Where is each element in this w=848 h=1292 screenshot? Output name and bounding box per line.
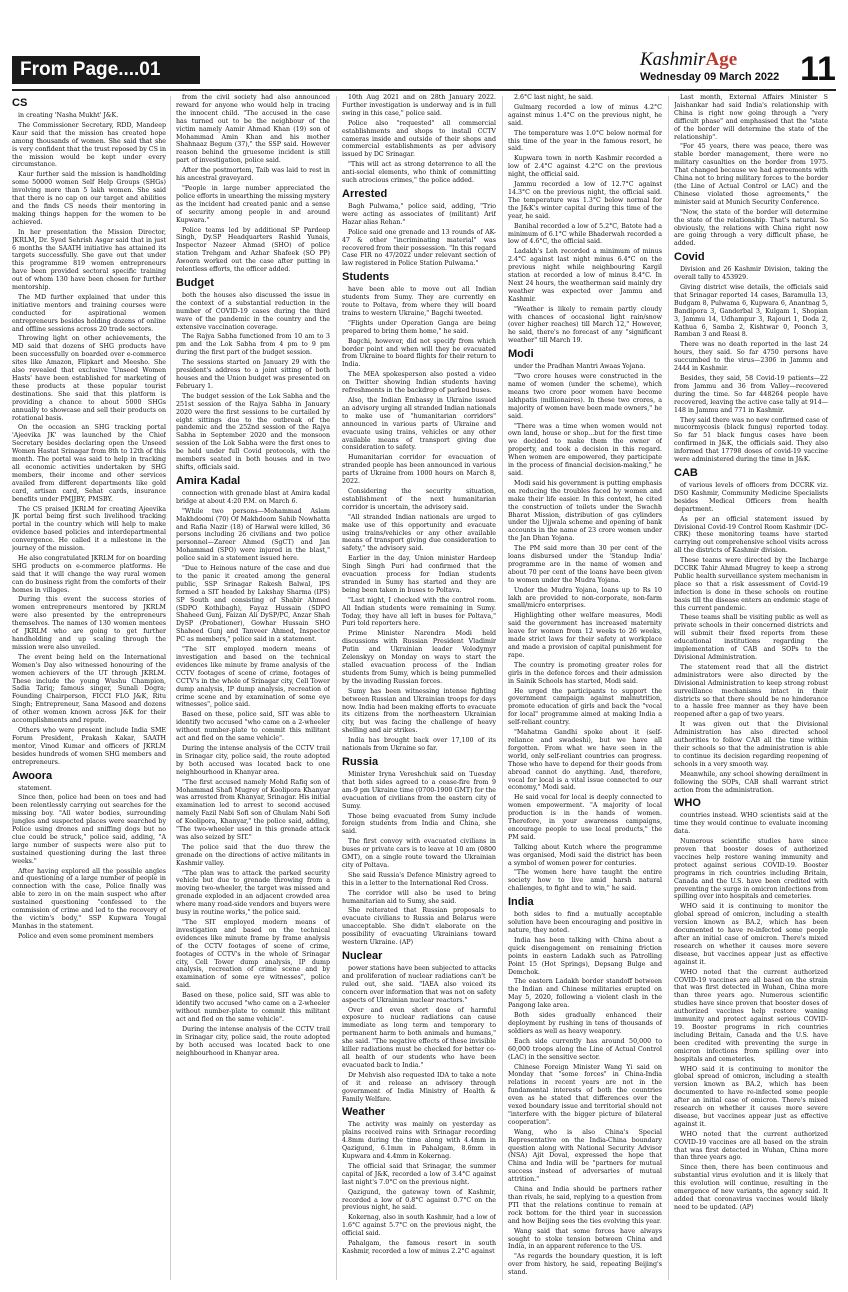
paragraph: "Due to Heinous nature of the case and due to the panic it created among the general public, SSP Srinagar Rakesh Balwal, IPS formed a SIT headed by Lakshay Sharma (IPS) SP South and consisting of Shabir Ahmed (SDPO Kothibagh), Fayaz Hussain (SDPO Shaheed Gunj, Faizan Ali DySP/PC, Anzar Shah DySP (Probationer), Gowhar Hussain SHO Shaheed Gunj and Tanveer Ahmed, Inspector PC as members," police said in a statement. [176,565,330,644]
paragraph: in creating 'Nasha Mukht' J&K. [18,112,119,119]
paragraph: countries instead. WHO scientists said at the time they would continue to evaluate incoming data. [674,812,828,836]
brand-logo [640,50,790,69]
paragraph: Division and 26 Kashmir Division, taking the overall tally to 453929. [674,266,828,282]
paragraph: Bagchi, however, did not specify from which border point and when will they be evacuated from Ukraine to board flights for their return to India. [342,337,496,369]
paragraph: China and India should be partners rather than rivals, he said, replying to a question from PTI that the relations continue to remain at rock bottom for the third year in succession and how Beijing sees the ties evolving this year. [508,1186,662,1225]
headline-russia: Russia [342,755,379,768]
paragraph: The event being held on the International Women's Day also witnessed honouring of the women achievers of the UT through JKRLM. These include the young Wushu Champion, Sadia Tariq; famous singer, Sunali Dogra; Founding Chairperson, FICCI FLO J&K, Ritu Singh; Entrepreneur, Sana Masood and dozens of other women known across J&K for their accomplishments and repute. [12,653,166,725]
paragraph: Dr Mehvish also requested IDA to take a note of it and release an advisory through government of India Ministry of Health & Family Welfare. [342,1071,496,1103]
headline-awoora: Awoora [12,769,53,782]
paragraph: The MD further explained that under this initiative mentors and training courses were conducted for aspirational women entrepreneurs besides holding dozens of online and offline sessions across 20 trade sectors. [12,293,166,333]
paragraph: During this event the success stories of women entrepreneurs mentored by JKRLM were also presented by the entrepreneurs themselves. The names of 130 women mentees of JKRLM who are going to get further handholding and up scaling through the mission were also unveiled. [12,596,166,651]
paragraph: In her presentation the Mission Director, JKRLM, Dr. Syed Sehrish Asgar said that in just 6 months the SAATH initiative has attained its targets successfully. She gave out that under this programme 819 women entrepreneurs have been provided sectoral specific training out of whom 130 have been chosen for further mentorship. [12,228,166,292]
paragraph: Since then, there has been continuous and substantial virus evolution and it is likely that this evolution will continue, resulting in the emergence of new variants, the agency said. It added that coronavirus vaccines would likely need to be updated. (AP) [674,1164,828,1211]
paragraph: Police and even some prominent members [18,932,154,940]
paragraph: Gulmarg recorded a low of minus 4.2°C against minus 1.4°C on the previous night, he said. [508,103,662,127]
paragraph: Others who were present include India SME Forum President, Prakash Kakar, SAATH mentor, Vinod Kumar and officers of JKRLM besides hundreds of women SHG members and entrepreneurs. [12,726,166,766]
paragraph: Each side currently has around 50,000 to 60,000 troops along the Line of Actual Control (LAC) in the sensitive sector. [508,1037,662,1061]
paragraph: Wang, who is also China's Special Representative on the India-China boundary question along with National Security Advisor (NSA) Ajit Doval, expressed the hope that China and India will be "partners for mutual success instead of adversaries of mutual attrition." [508,1128,662,1184]
paragraph: 10th Aug 2021 and on 28th January 2022. Further investigation is underway and is in full swing in this case," police said. [342,94,496,117]
paragraph: The Rajya Sabha functioned from 10 am to 3 pm and the Lok Sabha from 4 pm to 9 pm during the first part of the budget session. [176,333,330,357]
paragraph: Talking about Kutch where the programme was organised, Modi said the district has been a symbol of women power for centuries. [508,843,662,867]
paragraph: Kaur further said the mission is handholding some 50000 women Self Help Groups (SHGs) involving more than 5 lakh women. She said that there is no cap on our target and abilities and the finds CS needs their mentoring in making things happen for the women to be achieved. [12,171,166,226]
column-1 [12,94,166,1282]
paragraph: The temperature was 1.0°C below normal for this time of the year in the famous resort, he said. [508,129,662,153]
paragraph: Modi said his government is putting emphasis on reducing the troubles faced by women and make their life easier. In this context, he cited the construction of toilets under the Swachh Bharat Mission, distribution of gas cylinders under the Ujjwala scheme and opening of bank accounts in the name of 23 crore women under the Jan Dhan Yojana. [508,479,662,543]
paragraph: Ladakh's Leh recorded a minimum of minus 2.4°C against last night minus 6.4°C on the previous night while neighbouring Kargil station at recorded a low of minus 8.4°C. In Next 24 hours, the weatherman said mainly dry weather was expected over Jammu and Kashmir. [508,248,662,303]
paragraph: under the Pradhan Mantri Awaas Yojana. [514,363,646,371]
paragraph: "As regards the boundary question, it is left over from history, he said, repeating Beijing's stand. [508,1253,662,1277]
paragraph: During the intense analysis of the CCTV trail in Srinagar city, police said, the route adopted by both accused was located back to one neighbourhood in Khanyar area. [176,744,330,776]
paragraph: The police said that the duo threw the grenade on the directions of active militants in Kashmir valley. [176,843,330,867]
paragraph: Meanwhile, any school showing derailment in following the SOPs, CAB shall warrant strict action from the administration. [674,770,828,794]
masthead [640,50,790,88]
paragraph: Police teams led by additional SP Pardeep Singh, Dy.SP Headquarters Rashid Yunais, Inspector Nazeer Ahmad (SHO) of police station Trehgam and Azhar Shafeek (SO PP) Awoora worked out the case after putting in relentless efforts, the officer added. [176,226,330,274]
paragraph: They said there was no new confirmed case of mucormycosis (black fungus) reported today. So far 51 black fungus cases have been confirmed in J&K, the officials said. They also informed that 17798 doses of covid-19 vaccine were administered during the time in J&K. [674,416,828,464]
header-rule [12,89,836,91]
paragraph: Sumy has been witnessing intense fighting between Russian and Ukrainian troops for days now. India had been making efforts to evacuate its citizens from the northeastern Ukrainian city, but was facing the challenge of heavy shelling and air strikes. [342,687,496,735]
paragraph: WHO noted that the current authorized COVID-19 vaccines are all based on the strain that was first detected in Wuhan, China more than three years ago. [674,1130,828,1162]
paragraph: Banihal recorded a low of 5.2°C, Batote had a minimum of 6.1°C while Bhaderwah recorded a low of 4.6°C, the official said. [508,222,662,246]
paragraph: "Flights under Operation Ganga are being prepared to bring them home," he said. [342,319,496,335]
paragraph: "Now, the state of the border will determine the state of the relationship. That's natural. So obviously, the relations with China right now are going through a very difficult phase, he added. [674,208,828,248]
headline-covid: Covid [674,251,705,264]
paragraph: Based on these, police said, SIT was able to identify two accused "who came on a 2-wheeler without number-plate to commit this militant act and fled on the same vehicle". [176,711,330,743]
paragraph: During the intense analysis of the CCTV trail in Srinagar city, police said, the route adopted by both accused was located back to one neighbourhood in Khanyar area. [176,1025,330,1057]
paragraph: The budget session of the Lok Sabha and the 251st session of the Rajya Sabha in January 2020 were the first sessions to be curtailed by eight sittings due to the outbreak of the pandemic and the 252nd session of the Rajya Sabha in September 2020 and the monsoon session of the Lok Sabha were the first ones to be held under full Covid protocols, with the members seated in both houses and in two shifts, officials said. [176,392,330,471]
paragraph: "There was a time when women would not own land, house or shop...but for the first time we decided to make them the owner of property, and took a decision in this regard. When women are empowered, they participate in the process of financial decision-making," he said. [508,422,662,477]
paragraph: The PM said more than 30 per cent of the loans disbursed under the 'Standup India' programme are in the name of women and about 70 per cent of the loans have been given to women under the Mudra Yojana. [508,545,662,584]
headline-modi: Modi [508,348,534,361]
paragraph: "This will act as strong deterrence to all the anti-social elements, who think of committing such atrocious crimes," the police added. [342,161,496,185]
column-divider [170,96,171,1280]
paragraph: The sessions started on January 29 with the president's address to a joint sitting of both houses and the Union budget was presented on February 1. [176,359,330,390]
paragraph: There was no death reported in the last 24 hours, they said. So far 4750 persons have succumbed to the virus—2306 in Jammu and 2444 in Kashmir. [674,341,828,373]
paragraph: Throwing light on other achievements, the MD said that dozens of SHG products have been successfully on boarded over e-commerce sites like Amazon, Flipkart and Meesho. She also revealed that exclusive 'Unseed Women Hasts' have been established for marketing of these products at these popular tourist destinations. She said that this platform is providing a chance to about 5000 SHGs annually to showcase and sell their products on rotational basis. [12,335,166,422]
paragraph: Kupwara town in north Kashmir recorded a low of 2.4°C against 4.2°C on the previous night, the official said. [508,155,662,179]
page-date: Wednesday 09 March 2022 [640,71,780,83]
paragraph: both the houses also discussed the issue in the context of a substantial reduction in the number of COVID-19 cases during the third wave of the pandemic in the country and the extensive vaccination coverage. [176,291,330,331]
headline-who: WHO [674,797,701,810]
paragraph: The official said that Srinagar, the summer capital of J&K, recorded a low of 3.4°C against last night's 7.0°C on the previous night. [342,1162,496,1186]
paragraph: After having explored all the possible angles and questioning of a large number of people in connection with the case, Police finally was able to zero in on the main suspect who after sustained questioning "confessed to the commission of crime and led to the recovery of the victim's body," SSP Kupwara Yougal Manhas in the statement. [12,867,166,930]
paragraph: Kokernag, also in south Kashmir, had a low of 1.6°C against 5.7°C on the previous night, the official said. [342,1214,496,1238]
paragraph: both sides to find a mutually acceptable solution have been encouraging and positive in nature, they noted. [508,911,662,934]
paragraph: The activity was mainly on yesterday as plains received rains with Srinagar recording 4.8mm during the time along with 4.4mm in Qazigund, 6.1mm in Pahalgam, 8.6mm in Kupwara and 4.4mm in Kokernag. [342,1121,496,1161]
paragraph: These teams were directed by the Incharge DCCRK Tahir Ahmad Mugrey to keep a strong Public health surveillance system mechanism in place so that a risk assessment of Covid-19 infection is done in these schools on routine basis till the disease enters an endemic stage of this current pandemic. [674,557,828,612]
paragraph: The CS praised JKRLM for creating Ajeevika JK portal being first such livelihood tracking portal in the country which will help to make evidence based policies and interdepartmental convergence. He called it a milestone in the journey of the mission. [12,505,166,553]
paragraph: Last month, External Affairs Minister S Jaishankar had said India's relationship with China is right now going through a "very difficult phase" and emphasised that the "state of the border will determine the state of the relationship". [674,94,828,141]
paragraph: "The SIT employed modern means of investigation and based on the technical evidences like minute by frame analysis of the CCTV footages of scene of crime, footages of CCTV's in the whole of Srinagar city, Cell Tower dump analysis, IP dump analysis, recreation of crime scene and by examination of some eye witnesses", police said. [176,646,330,709]
paragraph: "The women here have taught the entire society how to live amid harsh natural challenges, to fight and to win," he said. [508,869,662,893]
paragraph: "Last night, I checked with the control room. All Indian students were remaining in Sumy. Today, they have all left in buses for Poltava," Puri told reporters here. [342,596,496,628]
column-divider [336,96,337,1280]
paragraph: The first convoy with evacuated civilians in buses or private cars is to leave at 10 am (0800 GMT), on a single route toward the Ukrainian city of Poltava. [342,838,496,869]
paragraph: Both sides gradually enhanced their deployment by rushing in tens of thousands of soldiers as well as heavy weaponry. [508,1012,662,1035]
section-banner: From Page....01 [12,56,200,84]
paragraph: He urged the participants to support the government campaign against malnutrition, promote education of girls and back the "vocal for local" programme aimed at making India a self-reliant country. [508,687,662,727]
page-number: 11 [800,50,836,88]
headline-arrested: Arrested [342,187,388,200]
paragraph: "Weather is likely to remain partly cloudy with chances of occasional light rain/snow (over higher reaches) till March 12," However, he said, there's no forecast of any "significant weather" till March 19. [508,305,662,345]
paragraph: India has been talking with China about a quick disengagement on remaining friction points in eastern Ladakh such as Patrolling Point 15 (Hot Springs), Depsang Bulge and Demchok. [508,936,662,976]
paragraph: After the postmortem, Taib was laid to rest in his ancestral graveyard. [176,167,330,183]
paragraph: The corridor will also be used to bring humanitarian aid to Sumy, she said. [342,889,496,905]
paragraph: WHO said it is continuing to monitor the global spread of omicron, including a stealth version known as BA.2, which has been documented to have re-infected some people after an initial case of omicron. There's mixed research on whether it causes more severe disease, but vaccines appear just as effective against it. [674,1065,828,1128]
paragraph: Humanitarian corridor for evacuation of stranded people has been announced in various parts of Ukraine from 1000 hours on March 8, 2022. [342,454,496,486]
paragraph: She reiterated that Russian proposals to evacuate civilians to Russia and Belarus were unacceptable. She didn't elaborate on the possibility of evacuating Ukrainians toward western Ukraine. (AP) [342,907,496,947]
column-divider [502,96,503,1280]
paragraph: Wang said that some forces have always sought to stoke tension between China and India, in an apparent reference to the US. [508,1227,662,1251]
paragraph: The Commissioner Secretary, RDD, Mandeep Kaur said that the mission has created hope among thousands of women. She said that she is very confident that the trust reposed by CS in the mission would be kept under every circumstance. [12,121,166,169]
paragraph: "People in large number appreciated the police efforts in unearthing the missing mystery as the incident had created panic and a sense of security among people in and around Kupwara." [176,184,330,224]
column-5 [674,94,828,1282]
paragraph: "Mahatma Gandhi spoke about it (self-reliance and swadeshi), but we have all forgotten. From what we have seen in the world, only self-reliant countries can progress. Those who have to depend for their goods from abroad cannot do anything. And, therefore, vocal for local is a vital issue connected to our economy," Modi said. [508,729,662,792]
paragraph: power stations have been subjected to attacks and proliferation of nuclear radiations can't be ruled out, she said. "IAEA also voiced its concern over information that was not on safety aspects of Ukrainian nuclear reactors." [342,965,496,1004]
paragraph: statement. [18,784,53,792]
headline-nuclear: Nuclear [342,950,383,962]
paragraph: from the civil society had also announced reward for anyone who would help in tracing the innocent child. "The accused in the case has turned out to be the neighbour of the victim namely Aamir Ahmad Khan (19) son of Mohammad Amin Khan and his mother Shahnaaz Begum (37)," the SSP said. However reason behind the gruesome incident is still part of investigation, police said. [176,94,330,165]
paragraph: "The SIT employed modern means of investigation and based on the technical evidences like minute frame by frame analysis of the CCTV footages of scene of crime, footages of CCTV's in the whole of Srinagar city, Cell Tower dump analysis, IP dump analysis, recreation of crime scene and by examination of some eye witnesses", police said. [176,919,330,990]
paragraph: It was given out that the Divisional Administration has also directed school authorities to follow CAB all the time within their schools so that the administration is able to continue its decision regarding reopening of schools in a very smooth way. [674,721,828,768]
brand-main: Kashmir [640,49,706,70]
column-3 [342,94,496,1282]
paragraph: 2.6°C last night, he said. [514,94,594,101]
column-divider [668,96,669,1280]
paragraph: Also, the Indian Embassy in Ukraine issued an advisory urging all stranded Indian nationals to make use of "humanitarian corridors" announced in various parts of Ukraine and evacuate using trains, vehicles or any other available means of transport giving due consideration to safety. [342,397,496,452]
paragraph: Giving district wise details, the officials said that Srinagar reported 14 cases, Baramulla 13, Budgam 8, Pulwama 6, Kupwara 6, Anantnag 5, Bandipora 3, Ganderbal 3, Kulgam 1, Shopian 3, Jammu 14, Udhampur 3, Rajouri 1, Doda 2, Kathua 6, Samba 2, Kishtwar 0, Poonch 3, Ramban 3 and Reasi 8. [674,284,828,339]
headline-budget: Budget [176,276,214,289]
paragraph: "The plan was to attack the parked security vehicle but due to grenade throwing from a moving two-wheeler, the target was missed and grenade exploded in an adjacent crowded area where many road-side vendors and buyers were busy in routine works," the police said. [176,869,330,917]
paragraph: She said Russia's Defence Ministry agreed to this in a letter to the International Red Cross. [342,871,496,887]
headline-cab: CAB [674,466,698,479]
paragraph: Earlier in the day, Union minister Hardeep Singh Singh Puri had confirmed that the evacuation process for Indian students stranded in Sumy has started and they are being been taken in buses to Poltava. [342,555,496,594]
paragraph: of various levels of officers from DCCRK viz. DSO Kashmir, Community Medicine Specialists besides Medical Officers from health department. [674,481,828,513]
paragraph: The MEA spokesperson also posted a video on Twitter showing Indian students having refreshments in the backdrop of parked buses. [342,371,496,395]
paragraph: Bagh Pulwama," police said, adding, "Trio were acting as associates of (militant) Arif Hazar alias Rehan." [342,202,496,226]
paragraph: As per an official statement issued by Divisional Covid-19 Control Room Kashmir (DC-CRK) these monitoring teams have started carrying out comprehensive school visits across all the districts of Kashmir division. [674,515,828,555]
paragraph: connection with grenade blast at Amira kadal bridge at about 4:20 P.M. on March 6. [176,489,330,505]
paragraph: He also congratulated JKRLM for on boarding SHG products on e-commerce platforms. He said that it will change the way rural women can do business right from the comforts of their homes in villages. [12,554,166,594]
paragraph: Over and even short dose of harmful exposure to nuclear radiations can cause immediate as long term and temporary to permanent harm to both animals and humans," she said. "The negative effects of these invisible killer radiations must be checked for better co-all health of our students who have been evacuated back to India." [342,1006,496,1069]
paragraph: India has brought back over 17,100 of its nationals from Ukraine so far. [342,737,496,753]
paragraph: Pahalgam, the famous resort in south Kashmir, recorded a low of minus 2.2°C against [342,1240,496,1255]
paragraph: Jammu recorded a low of 12.7°C against 14.3°C on the previous night, the official said. The temperature was 1.3°C below normal for the J&K's winter capital during this time of the year, he said. [508,181,662,220]
paragraph: The statement read that all the district administrators were also directed by the Divisional Administration to keep strong robust surveillance mechanisms intact in their districts so that there should be no hinderance to a hassle free manner as they have been reopened after a gap of two years. [674,663,828,719]
paragraph: have been able to move out all Indian students from Sumy. They are currently en route to Poltava, from where they will board trains to western Ukraine," Bagchi tweeted. [342,286,496,317]
paragraph: He said vocal for local is deeply connected to women empowerment. "A majority of local production is in the hands of women. Therefore, in your awareness campaigns, encourage people to use local products," the PM said. [508,794,662,841]
paragraph: Besides, they said, 58 Covid-19 patients—22 from Jammu and 36 from Valley—recovered during the time. So far 448264 people have recovered, leaving the active case tally at 914—148 in Jammu and 771 in Kashmir. [674,375,828,414]
paragraph: WHO said it is continuing to monitor the global spread of omicron, including a stealth version known as BA.2, which has been documented to have re-infected some people after an initial case of omicron. There's mixed research on whether it causes more severe disease, but vaccines appear just as effective against it. [674,903,828,966]
paragraph: On the occasion an SHG tracking portal 'Ajeevika JK' was launched by the Chief Secretary besides declaring open the Unseed Women Hastat Srinagar from 8th to 12th of this month. The portal was said to help in tracking all economic activities undertaken by SHG members, their income and other services availed from different departments like gold card, artisan card, Sehat cards, insurance benefits under PMJJBY, PMSBY. [12,424,166,503]
paragraph: "While two persons—Mohammad Aslam Makhdoomi (70) Of Makhdoom Sahib Nowhatta and Rafia Nazir (18) of Harwal were killed, 36 persons including 26 civilians and two police personnel—Zareer Ahmed (SgCT) and Jan Mohammad (SPO) were injured in the blast," police said in a statement issued here. [176,507,330,563]
headline-amira-kadal: Amira Kadal [176,474,241,487]
headline-cs: CS [12,97,28,109]
paragraph: Numerous scientific studies have since proven that booster doses of authorized vaccines help restore waning immunity and protect against serious COVID-19. Booster programs in rich countries including Britain, Canada and the U.S. have been credited with preventing the surge in omicron infections from spilling over into hospitals and cemeteries. [674,838,828,901]
column-4 [508,94,662,1282]
paragraph: "Two crore houses were constructed in the name of women (under the scheme), which means two crore poor women have become lakhpatis (millionaires). In these two crores, a majority of women have been made owners," he said. [508,373,662,420]
paragraph: Police said one grenade and 13 rounds of AK-47 & other "incriminating material" was recovered from their possession. "In this regard Case FIR no 47/2022 under relevant section of law registered in Police Station Pulwama." [342,228,496,268]
headline-india: India [508,896,534,909]
paragraph: Based on these, police said, SIT was able to identify two accused "who came on a 2-wheeler without number-plate to commit this militant act and fled on the same vehicle". [176,992,330,1023]
paragraph: Since then, police had been on toes and had been relentlessly carrying out searches for the missing boy. "All water bodies, surrounding jungles and suspected places were searched by Police using drones and sniffing dogs but no clue could be struck," police said, adding, "A large number of suspects were also put to sustained questioning during the last three weeks." [12,794,166,865]
headline-weather: Weather [342,1106,386,1119]
paragraph: Under the Mudra Yojana, loans up to Rs 10 lakh are provided to non-corporate, non-farm small/micro enterprises. [508,586,662,610]
paragraph: These teams shall be visiting public as well as private schools in their concerned districts and will submit their fixed reports from these educational institutions regarding the implementation of CAB and SOPs to the Divisional Administration. [674,614,828,661]
paragraph: "For 45 years, there was peace, there was stable border management, there were no military casualties on the border from 1975. That changed because we had agreements with China not to bring military forces to the border (the Line of Actual Control or LAC) and the Chinese violated those agreements," the minister said at Munich Security Conference. [674,143,828,206]
paragraph: Prime Minister Narendra Modi held discussions with Russian President Vladimir Putin and Ukrainian leader Volodymyr Zelenskyy on Monday on ways to start the stalled evacuation process of the Indian students from Sumy, which is being pummelled by the invading Russian forces. [342,630,496,685]
paragraph: Minister Iryna Vereshchuk said on Tuesday that both sides agreed to a cease-fire from 9 am-9 pm Ukraine time (0700-1900 GMT) for the evacuation of civilians from the eastern city of Sumy. [342,770,496,810]
paragraph: The eastern Ladakh border standoff between the Indian and Chinese militaries erupted on May 5, 2020, following a violent clash in the Pangong lake area. [508,978,662,1010]
paragraph: WHO noted that the current authorized COVID-19 vaccines are all based on the strain that was first detected in Wuhan, China more than three years ago. Numerous scientific studies have since proven that booster doses of authorized vaccines help restore waning immunity and protect against serious COVID-19. Booster programs in rich countries including Britain, Canada and the U.S. have been credited with preventing the surge in omicron infections from spilling over into hospitals and cemeteries. [674,968,828,1063]
headline-students: Students [342,271,390,284]
paragraph: Qazigund, the gateway town of Kashmir, recorded a low of 0.8°C against 0.7°C on the previous night, he said. [342,1188,496,1212]
paragraph: "All stranded Indian nationals are urged to make use of this opportunity and evacuate using trains/vehicles or any other available means of transport giving due consideration to safety," the advisory said. [342,513,496,553]
paragraph: Police also "requested" all commercial establishments and shops to install CCTV cameras inside and outside of their shops and commercial establishments as per advisory issued by DC Srinagar. [342,119,496,159]
paragraph: Those being evacuated from Sumy include foreign students from India and China, she said. [342,812,496,836]
paragraph: Highlighting other welfare measures, Modi said the government has increased maternity leave for women from 12 weeks to 26 weeks, made strict laws for their safety at workplace and made a provision of capital punishment for rape. [508,612,662,659]
paragraph: Chinese Foreign Minister Wang Yi said on Monday that "some forces" in China-India relations in recent years are not in the fundamental interests of both the countries even as he stated that differences over the vexed boundary issue and territorial should not "interfere with the bigger picture of bilateral cooperation". [508,1063,662,1126]
brand-accent: Age [705,49,738,70]
paragraph: Considering the security situation, establishment of the next humanitarian corridor is uncertain, the advisory said. [342,487,496,511]
column-2 [176,94,330,1282]
paragraph: "The first accused namely Mohd Rafiq son of Mohammad Shafi Mugrey of Koolipora Khanyar was arrested from Khanyar, Srinagar. His initial examination led to arrest to second accused namely Fazil Nabi Sofi son of Ghulam Nabi Sofi of Koolipora, Khanyar," the police said, adding, "The two-wheeler used in this grenade attack was also seized by SIT." [176,778,330,841]
paragraph: The country is promoting greater roles for girls in the defence forces and their admission in Sainik Schools has started, Modi said. [508,661,662,685]
